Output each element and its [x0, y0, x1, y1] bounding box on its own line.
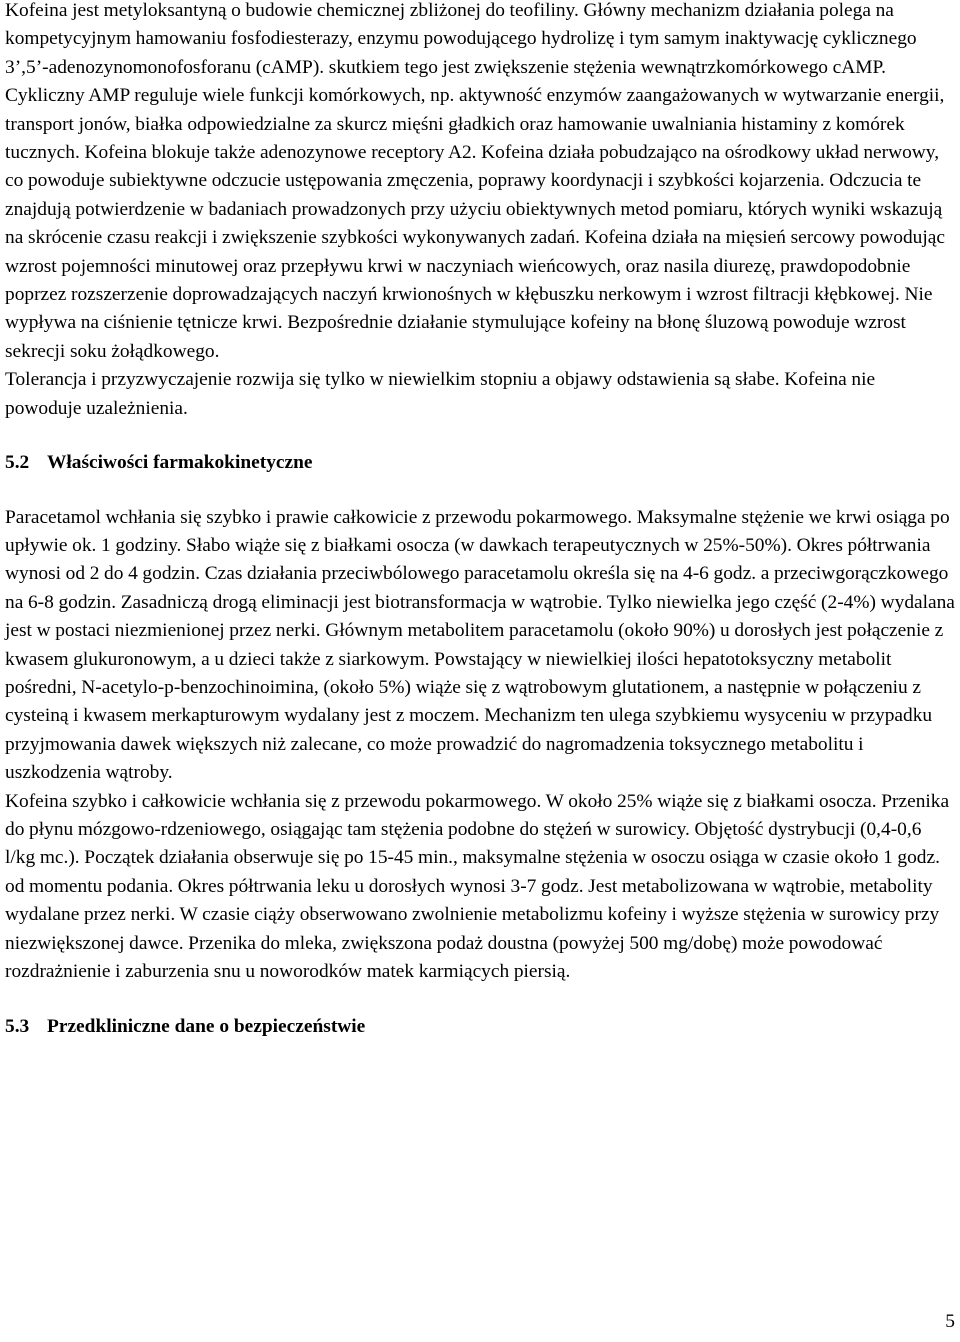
section-number: 5.3	[5, 1016, 30, 1038]
paracetamol-pharmacokinetics-paragraph: Paracetamol wchłania się szybko i prawie całkowicie z przewodu pokarmowego. Maksymalne stężenie we krwi osiąga po upływie ok. 1 godziny. Słabo wiąże się z białkami osocza (w dawkach terapeutycznych w 25%-50%). Okres półtrwania wynosi od 2 do 4 godzin. Czas działania przeciwbólowego paracetamolu określa się na 4-6 godz. a przeciwgorączkowego na 6-8 godzin. Zasadniczą drogą eliminacji jest biotransformacja w wątrobie. Tylko niewielka jego część (2-4%) wydalana jest w postaci niezmienionej przez nerki. Głównym metabolitem paracetamolu (około 90%) u dorosłych jest połączenie z kwasem glukuronowym, a u dzieci także z siarkowym. Powstający w niewielkiej ilości hepatotoksyczny metabolit pośredni, N-acetylo-p-benzochinoimina, (około 5%) wiąże się z wątrobowym glutationem, a następnie w połączeniu z cysteiną i kwasem merkapturowym wydalany jest z moczem. Mechanizm ten ulega szybkiemu wysyceniu w przypadku przyjmowania dawek większych niż zalecane, co może prowadzić do nagromadzenia toksycznego metabolitu i uszkodzenia wątroby.	[5, 506, 955, 784]
document-page	[5, 0, 955, 1042]
section-heading-5-2	[5, 449, 955, 477]
page-number: 5	[945, 1311, 955, 1332]
tolerance-paragraph: Tolerancja i przyzwyczajenie rozwija się tylko w niewielkim stopniu a objawy odstawienia są słabe. Kofeina nie powoduje uzależnienia.	[5, 369, 876, 419]
section-number: 5.2	[5, 452, 30, 474]
section-title: Właściwości farmakokinetyczne	[47, 452, 313, 474]
section-title: Przedkliniczne dane o bezpieczeństwie	[47, 1016, 366, 1038]
caffeine-pharmacokinetics-paragraph: Kofeina szybko i całkowicie wchłania się z przewodu pokarmowego. W około 25% wiąże się z białkami osocza. Przenika do płynu mózgowo-rdzeniowego, osiągając tam stężenia podobne do stężeń w surowicy. Objętość dystrybucji (0,4-0,6 l/kg mc.). Początek działania obserwuje się po 15-45 min., maksymalne stężenia w osoczu osiąga w czasie około 1 godz. od momentu podania. Okres półtrwania leku u dorosłych wynosi 3-7 godz. Jest metabolizowana w wątrobie, metabolity wydalane przez nerki. W czasie ciąży obserwowano zwolnienie metabolizmu kofeiny i wyższe stężenia w surowicy przy niezwiększonej dawce. Przenika do mleka, zwiększona podaż doustna (powyżej 500 mg/dobę) może powodować rozdrażnienie i zaburzenia snu u noworodków matek karmiących piersią.	[5, 790, 950, 982]
section-heading-5-3	[5, 1013, 955, 1041]
caffeine-mechanism-paragraph: Kofeina jest metyloksantyną o budowie chemicznej zbliżonej do teofiliny. Główny mechanizm działania polega na kompetycyjnym hamowaniu fosfodiesterazy, enzymu powodującego hydrolizę i tym samym inaktywację cyklicznego 3’,5’-adenozynomonofosforanu (cAMP). skutkiem tego jest zwiększenie stężenia wewnątrzkomórkowego cAMP. Cykliczny AMP reguluje wiele funkcji komórkowych, np. aktywność enzymów zaangażowanych w wytwarzanie energii, transport jonów, białka odpowiedzialne za skurcz mięśni gładkich oraz hamowanie uwalniania histaminy z komórek tucznych. Kofeina blokuje także adenozynowe receptory A2. Kofeina działa pobudzająco na ośrodkowy układ nerwowy, co powoduje subiektywne odczucie ustępowania zmęczenia, poprawy koordynacji i szybkości kojarzenia. Odczucia te znajdują potwierdzenie w badaniach prowadzonych przy użyciu obiektywnych metod pomiaru, których wyniki wskazują na skrócenie czasu reakcji i zwiększenie szybkości wykonywanych zadań. Kofeina działa na mięsień sercowy powodując wzrost pojemności minutowej oraz przepływu krwi w naczyniach wieńcowych, oraz nasila diurezę, prawdopodobnie poprzez rozszerzenie doprowadzających naczyń krwionośnych w kłębuszku nerkowym i wzrost filtracji kłębkowej. Nie wypływa na ciśnienie tętnicze krwi. Bezpośrednie działanie stymulujące kofeiny na błonę śluzową powoduje wzrost sekrecji soku żołądkowego.	[5, 0, 945, 362]
